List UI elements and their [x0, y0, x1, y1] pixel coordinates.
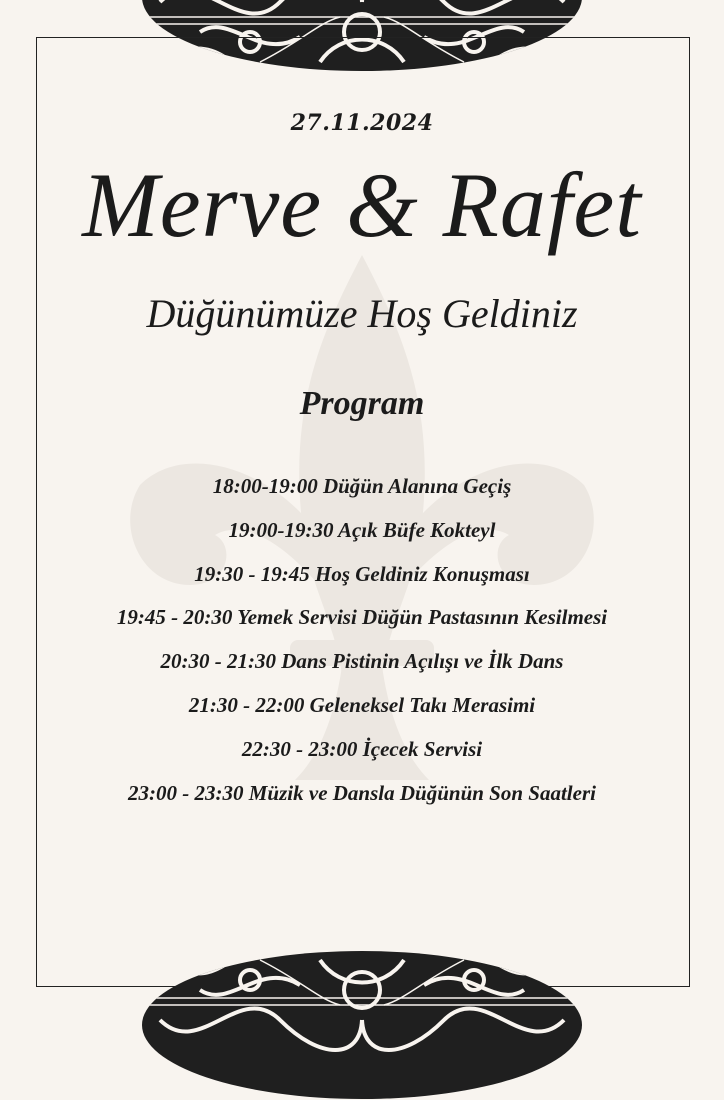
program-item: 19:30 - 19:45 Hoş Geldiniz Konuşması: [194, 561, 530, 586]
couple-names: Merve & Rafet: [82, 154, 642, 256]
program-title: Program: [299, 385, 425, 422]
program-item: 20:30 - 21:30 Dans Pistinin Açılışı ve İlk Dans: [160, 649, 564, 674]
program-item: 21:30 - 22:00 Geleneksel Takı Merasimi: [188, 692, 536, 717]
program-item: 22:30 - 23:00 İçecek Servisi: [241, 736, 483, 761]
program-list: [0, 468, 724, 818]
program-item: 19:00-19:30 Açık Büfe Kokteyl: [228, 517, 496, 542]
program-item: 19:45 - 20:30 Yemek Servisi Düğün Pastasının Kesilmesi: [116, 605, 608, 630]
bottom-ornament-icon: [140, 950, 584, 1100]
program-item: 18:00-19:00 Düğün Alanına Geçiş: [212, 474, 512, 498]
program-item: 23:00 - 23:30 Müzik ve Dansla Düğünün Son Saatleri: [128, 780, 596, 805]
wedding-date: 27.11.2024: [290, 110, 434, 136]
welcome-message: Düğünümüze Hoş Geldiniz: [146, 291, 578, 336]
